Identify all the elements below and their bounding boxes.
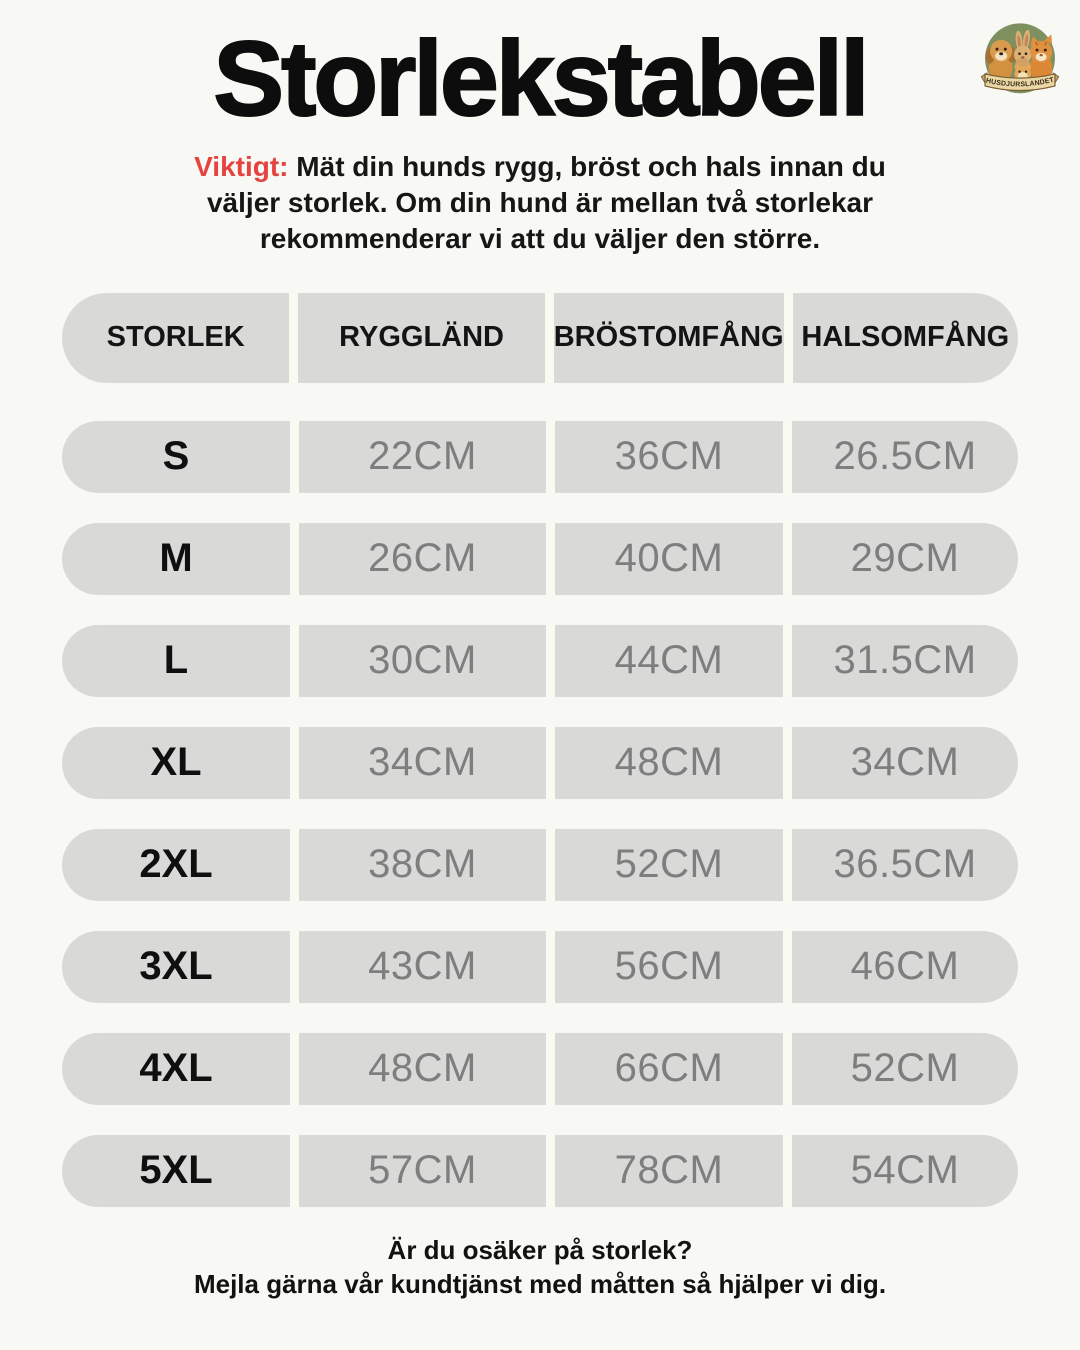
size-cell: 2XL xyxy=(62,829,290,901)
value-cell: 57CM xyxy=(299,1135,546,1207)
table-header-row xyxy=(62,293,1018,383)
page-title: Storlekstabell xyxy=(213,20,867,138)
value-cell: 48CM xyxy=(555,727,783,799)
value-cell: 34CM xyxy=(792,727,1018,799)
size-cell: 4XL xyxy=(62,1033,290,1105)
table-row-s xyxy=(62,421,1018,493)
husdjurslandet-logo xyxy=(974,14,1066,110)
table-row-2xl xyxy=(62,829,1018,901)
size-cell: L xyxy=(62,625,290,697)
value-cell: 43CM xyxy=(299,931,546,1003)
note-line-3: rekommenderar vi att du väljer den större. xyxy=(259,222,821,254)
table-row-m xyxy=(62,523,1018,595)
value-cell: 30CM xyxy=(299,625,546,697)
value-cell: 56CM xyxy=(555,931,783,1003)
table-row-5xl xyxy=(62,1135,1018,1207)
footer-line-1: Är du osäker på storlek? xyxy=(387,1234,693,1265)
size-cell: 3XL xyxy=(62,931,290,1003)
note-line-1 xyxy=(110,149,970,185)
header xyxy=(0,0,1080,139)
important-note xyxy=(110,149,970,257)
footer-line-2: Mejla gärna vår kundtjänst med måtten så hjälper vi dig. xyxy=(193,1268,887,1299)
value-cell: 46CM xyxy=(792,931,1018,1003)
size-table xyxy=(62,293,1018,1207)
value-cell: 44CM xyxy=(555,625,783,697)
note-label: Viktigt: xyxy=(194,150,289,182)
size-cell: XL xyxy=(62,727,290,799)
size-cell: S xyxy=(62,421,290,493)
value-cell: 54CM xyxy=(792,1135,1018,1207)
table-row-xl xyxy=(62,727,1018,799)
header-cell-storlek: STORLEK xyxy=(62,293,289,383)
value-cell: 26CM xyxy=(299,523,546,595)
table-row-l xyxy=(62,625,1018,697)
value-cell: 78CM xyxy=(555,1135,783,1207)
header-cell-ryggland: RYGGLÄND xyxy=(298,293,544,383)
header-cell-brostomfang: BRÖSTOMFÅNG xyxy=(554,293,784,383)
footer-note xyxy=(0,1233,1080,1301)
value-cell: 29CM xyxy=(792,523,1018,595)
value-cell: 31.5CM xyxy=(792,625,1018,697)
header-cell-halsomfang: HALSOMFÅNG xyxy=(793,293,1018,383)
value-cell: 36.5CM xyxy=(792,829,1018,901)
value-cell: 26.5CM xyxy=(792,421,1018,493)
value-cell: 40CM xyxy=(555,523,783,595)
note-line-1-text: Mät din hunds rygg, bröst och hals innan du xyxy=(296,150,886,182)
value-cell: 38CM xyxy=(299,829,546,901)
table-row-3xl xyxy=(62,931,1018,1003)
note-line-2: väljer storlek. Om din hund är mellan två storlekar xyxy=(206,186,873,218)
size-cell: 5XL xyxy=(62,1135,290,1207)
value-cell: 52CM xyxy=(792,1033,1018,1105)
value-cell: 52CM xyxy=(555,829,783,901)
size-cell: M xyxy=(62,523,290,595)
pets-logo-icon xyxy=(974,14,1066,110)
value-cell: 66CM xyxy=(555,1033,783,1105)
logo-banner-text: HUSDJURSLANDET xyxy=(985,76,1055,89)
value-cell: 48CM xyxy=(299,1033,546,1105)
value-cell: 22CM xyxy=(299,421,546,493)
value-cell: 36CM xyxy=(555,421,783,493)
value-cell: 34CM xyxy=(299,727,546,799)
table-row-4xl xyxy=(62,1033,1018,1105)
